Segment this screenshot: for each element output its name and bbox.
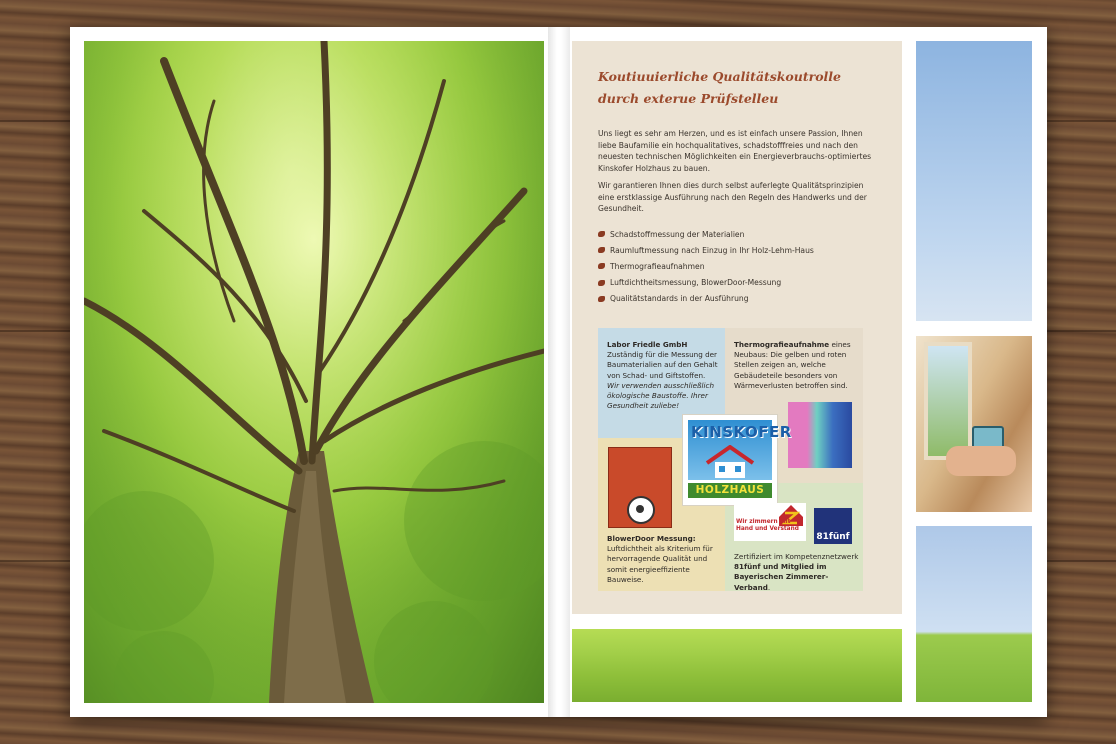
blower-description: Luftdichtheit als Kriterium für hervorragende Qualität und somit energieeffiziente Bauweise. [607,544,713,584]
bullet-item: Qualitätstandards in der Ausführung [598,291,814,307]
bullet-icon [598,263,605,269]
title-line-2: durch exterue Prüfstelleu [598,91,779,106]
logo-bottom-text: HOLZHAUS [688,483,772,498]
thermo-description: Neubaus: Die gelben und roten Stellen zeigen an, welche Gebäudeteile besonders von Wärmeverlusten betroffen sind. [734,350,848,390]
bullet-icon [598,247,605,253]
window-measurement-photo [916,336,1032,512]
labor-text [607,340,719,411]
bullet-icon [598,231,605,237]
bullet-icon [598,280,605,286]
page-title [598,66,888,110]
house-icon [705,445,755,479]
zimmerer-text: Wir zimmern mit Hand und Verstand [736,519,799,532]
bullet-item: Raumluftmessung nach Einzug in Ihr Holz-Lehm-Haus [598,242,814,258]
thermography-image [788,402,852,468]
title-line-1: Koutiuuierliche Qualitätskoutrolle [598,69,841,84]
thermo-title: Thermografieaufnahme [734,340,830,349]
blower-text [607,534,719,585]
bullet-item: Schadstoffmessung der Materialien [598,226,814,242]
certified-text: Zertifiziert im Kompetenznetzwerk 81fünf und Mitglied im Bayerischen Zimmerer-Verband. [734,552,859,592]
kinskofer-logo [682,414,792,506]
sky-photo [916,41,1032,321]
labor-description: Zuständig für die Messung der Baumaterialien auf den Gehalt von Schad- und Giftstoffen. [607,350,718,380]
meadow-photo [572,629,902,702]
intro-paragraph: Uns liegt es sehr am Herzen, und es ist einfach unsere Passion, Ihnen liebe Baufamilie ein hochqualitatives, schadstofffreies und nach den neuesten technischen Möglichkeiten ein Energieverbrauchs-optimiertes Kinskofer Holzhaus zu bauen. [598,129,872,174]
bullet-icon [598,296,605,302]
81fuenf-logo: 81fünf [814,508,852,544]
bullet-item: Thermografieaufnahmen [598,258,814,274]
sky-meadow-photo [916,526,1032,702]
labor-title: Labor Friedle GmbH [607,340,688,349]
labor-italic: Wir verwenden ausschließlich ökologische Baustoffe. Ihrer Gesundheit zuliebe! [607,380,715,411]
thermo-text: Thermografieaufnahme eines Neubaus: Die gelben und roten Stellen zeigen an, welche Gebäudeteile besonders von Wärmeverlusten betroffen sind. [734,340,851,390]
bullet-list [598,226,814,307]
page-fold [548,27,570,717]
blower-title: BlowerDoor Messung: [607,534,696,543]
guarantee-paragraph: Wir garantieren Ihnen dies durch selbst auferlegte Qualitätsprinzipien eine erstklassige Ausführung nach den Regeln des Handwerks und der Gesundheit. [598,181,867,214]
logo-top-text: KINSKOFER [691,423,792,441]
zimmerer-logo [734,503,806,541]
tree-photo [84,41,544,703]
bullet-item: Luftdichtheitsmessung, BlowerDoor-Messung [598,275,814,291]
blowerdoor-image [608,447,672,528]
